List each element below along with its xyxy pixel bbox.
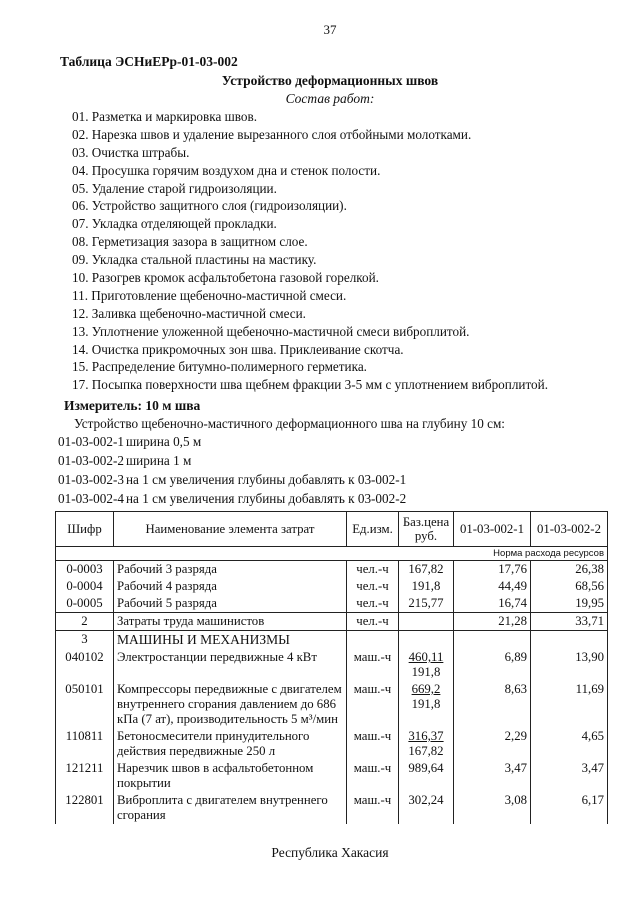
row-value-2: 13,90 xyxy=(531,649,608,681)
variant-row xyxy=(58,470,406,489)
row-code: 0-0004 xyxy=(56,578,114,595)
variant-code: 01-03-002-1 xyxy=(58,434,124,449)
work-description: Устройство щебеночно-мастичного деформационного шва на глубину 10 см: xyxy=(74,416,505,431)
table-row xyxy=(56,728,608,760)
row-code: 0-0005 xyxy=(56,595,114,613)
empty-cell xyxy=(531,631,608,650)
work-item: 12. Заливка щебеночно-мастичной смеси. xyxy=(72,305,306,321)
table-row xyxy=(56,561,608,579)
row-value-1: 3,08 xyxy=(454,792,531,824)
norm-row xyxy=(56,547,608,561)
work-item: 04. Просушка горячим воздухом дна и стенок полости. xyxy=(72,162,381,178)
empty-cell xyxy=(399,631,454,650)
row-unit: чел.-ч xyxy=(347,595,399,613)
work-item: 01. Разметка и маркировка швов. xyxy=(72,109,258,124)
work-item: 06. Устройство защитного слоя (гидроизоляции). xyxy=(72,198,347,214)
row-value-2: 19,95 xyxy=(531,595,608,613)
row-value-2: 11,69 xyxy=(531,681,608,728)
header-name: Наименование элемента затрат xyxy=(114,512,347,547)
table-row xyxy=(56,578,608,595)
row-unit: чел.-ч xyxy=(347,613,399,631)
row-value-1: 21,28 xyxy=(454,613,531,631)
table-row xyxy=(56,649,608,681)
page-footer: Республика Хакасия xyxy=(271,845,389,860)
measure-unit: Измеритель: 10 м шва xyxy=(64,398,201,413)
row-unit: маш.-ч xyxy=(347,792,399,824)
variant-text: на 1 см увеличения глубины добавлять к 03-002-2 xyxy=(126,491,407,506)
table-row xyxy=(56,595,608,613)
row-value-1: 17,76 xyxy=(454,561,531,579)
variant-text: на 1 см увеличения глубины добавлять к 03-002-1 xyxy=(126,472,407,487)
row-price: 302,24 xyxy=(399,792,454,824)
table-title: Таблица ЭСНиЕРр-01-03-002 xyxy=(60,54,238,69)
row-unit: чел.-ч xyxy=(347,561,399,579)
row-name: Рабочий 3 разряда xyxy=(114,561,347,579)
work-composition-heading: Состав работ: xyxy=(285,91,375,106)
variant-row xyxy=(58,451,406,470)
row-price: 989,64 xyxy=(399,760,454,792)
row-name: Бетоносмесители принудительного действия передвижные 250 л xyxy=(114,728,347,760)
section-name: МАШИНЫ И МЕХАНИЗМЫ xyxy=(114,631,347,650)
empty-cell xyxy=(454,631,531,650)
row-value-2: 33,71 xyxy=(531,613,608,631)
work-list xyxy=(72,108,548,394)
row-code: 050101 xyxy=(56,681,114,728)
norm-label: Норма расхода ресурсов xyxy=(56,547,608,561)
work-item: 09. Укладка стальной пластины на мастику. xyxy=(72,252,317,268)
work-item: 08. Герметизация зазора в защитном слое. xyxy=(72,234,308,250)
row-name: Электростанции передвижные 4 кВт xyxy=(114,649,347,681)
price-base: 191,8 xyxy=(411,697,441,711)
resource-table xyxy=(55,511,608,824)
row-unit: маш.-ч xyxy=(347,728,399,760)
row-name: Нарезчик швов в асфальтобетонном покрытии xyxy=(114,760,347,792)
row-code: 040102 xyxy=(56,649,114,681)
work-item: 14. Очистка прикромочных зон шва. Приклеивание скотча. xyxy=(72,341,404,357)
row-value-1: 8,63 xyxy=(454,681,531,728)
price-current: 316,37 xyxy=(408,729,444,743)
row-unit: маш.-ч xyxy=(347,681,399,728)
header-code: Шифр xyxy=(56,512,114,547)
price-base: 167,82 xyxy=(408,744,444,758)
work-item: 17. Посыпка поверхности шва щебнем фракции 3-5 мм с уплотнением виброплитой. xyxy=(72,377,549,393)
work-item: 03. Очистка штрабы. xyxy=(72,144,190,160)
table-row xyxy=(56,760,608,792)
row-name: Затраты труда машинистов xyxy=(114,613,347,631)
row-price xyxy=(399,613,454,631)
row-value-2: 3,47 xyxy=(531,760,608,792)
row-value-1: 16,74 xyxy=(454,595,531,613)
section-heading: Устройство деформационных швов xyxy=(221,73,439,88)
header-price: Баз.цена руб. xyxy=(399,512,454,547)
variant-text: ширина 0,5 м xyxy=(126,434,202,449)
row-value-1: 6,89 xyxy=(454,649,531,681)
row-code: 121211 xyxy=(56,760,114,792)
table-row xyxy=(56,792,608,824)
row-value-1: 44,49 xyxy=(454,578,531,595)
variant-code: 01-03-002-3 xyxy=(58,472,124,487)
header-unit: Ед.изм. xyxy=(347,512,399,547)
work-item: 10. Разогрев кромок асфальтобетона газовой горелкой. xyxy=(72,270,379,286)
section-code: 3 xyxy=(56,631,114,650)
work-item: 07. Укладка отделяющей прокладки. xyxy=(72,216,277,232)
row-value-2: 26,38 xyxy=(531,561,608,579)
variant-code: 01-03-002-2 xyxy=(58,453,124,468)
work-item: 11. Приготовление щебеночно-мастичной смеси. xyxy=(72,287,347,303)
work-item: 05. Удаление старой гидроизоляции. xyxy=(72,180,277,196)
row-unit: маш.-ч xyxy=(347,649,399,681)
work-item: 13. Уплотнение уложенной щебеночно-мастичной смеси виброплитой. xyxy=(72,323,470,339)
row-unit: маш.-ч xyxy=(347,760,399,792)
table-header-row xyxy=(56,512,608,547)
empty-cell xyxy=(347,631,399,650)
row-unit: чел.-ч xyxy=(347,578,399,595)
machinists-row xyxy=(56,613,608,631)
row-price xyxy=(399,681,454,728)
row-name: Виброплита с двигателем внутреннего сгорания xyxy=(114,792,347,824)
price-current: 460,11 xyxy=(408,650,444,664)
row-name: Компрессоры передвижные с двигателем внутреннего сгорания давлением до 686 кПа (7 ат), производительность 5 м³/мин xyxy=(114,681,347,728)
row-name: Рабочий 5 разряда xyxy=(114,595,347,613)
row-value-2: 6,17 xyxy=(531,792,608,824)
work-item: 15. Распределение битумно-полимерного герметика. xyxy=(72,359,367,375)
variant-code: 01-03-002-4 xyxy=(58,491,124,506)
header-col2: 01-03-002-2 xyxy=(531,512,608,547)
table-row xyxy=(56,681,608,728)
variant-text: ширина 1 м xyxy=(126,453,192,468)
variant-list xyxy=(58,432,406,508)
row-value-2: 68,56 xyxy=(531,578,608,595)
price-base: 191,8 xyxy=(411,665,441,679)
header-col1: 01-03-002-1 xyxy=(454,512,531,547)
variant-row xyxy=(58,489,406,508)
row-code: 110811 xyxy=(56,728,114,760)
row-price: 191,8 xyxy=(399,578,454,595)
row-code: 2 xyxy=(56,613,114,631)
row-value-1: 2,29 xyxy=(454,728,531,760)
variant-row xyxy=(58,432,406,451)
section-row xyxy=(56,631,608,650)
row-code: 122801 xyxy=(56,792,114,824)
row-code: 0-0003 xyxy=(56,561,114,579)
row-price: 215,77 xyxy=(399,595,454,613)
page-number: 37 xyxy=(323,22,337,37)
row-price: 167,82 xyxy=(399,561,454,579)
row-value-2: 4,65 xyxy=(531,728,608,760)
row-name: Рабочий 4 разряда xyxy=(114,578,347,595)
row-price xyxy=(399,728,454,760)
price-current: 669,2 xyxy=(411,682,441,696)
row-value-1: 3,47 xyxy=(454,760,531,792)
work-item: 02. Нарезка швов и удаление вырезанного слоя отбойными молотками. xyxy=(72,126,472,142)
row-price xyxy=(399,649,454,681)
